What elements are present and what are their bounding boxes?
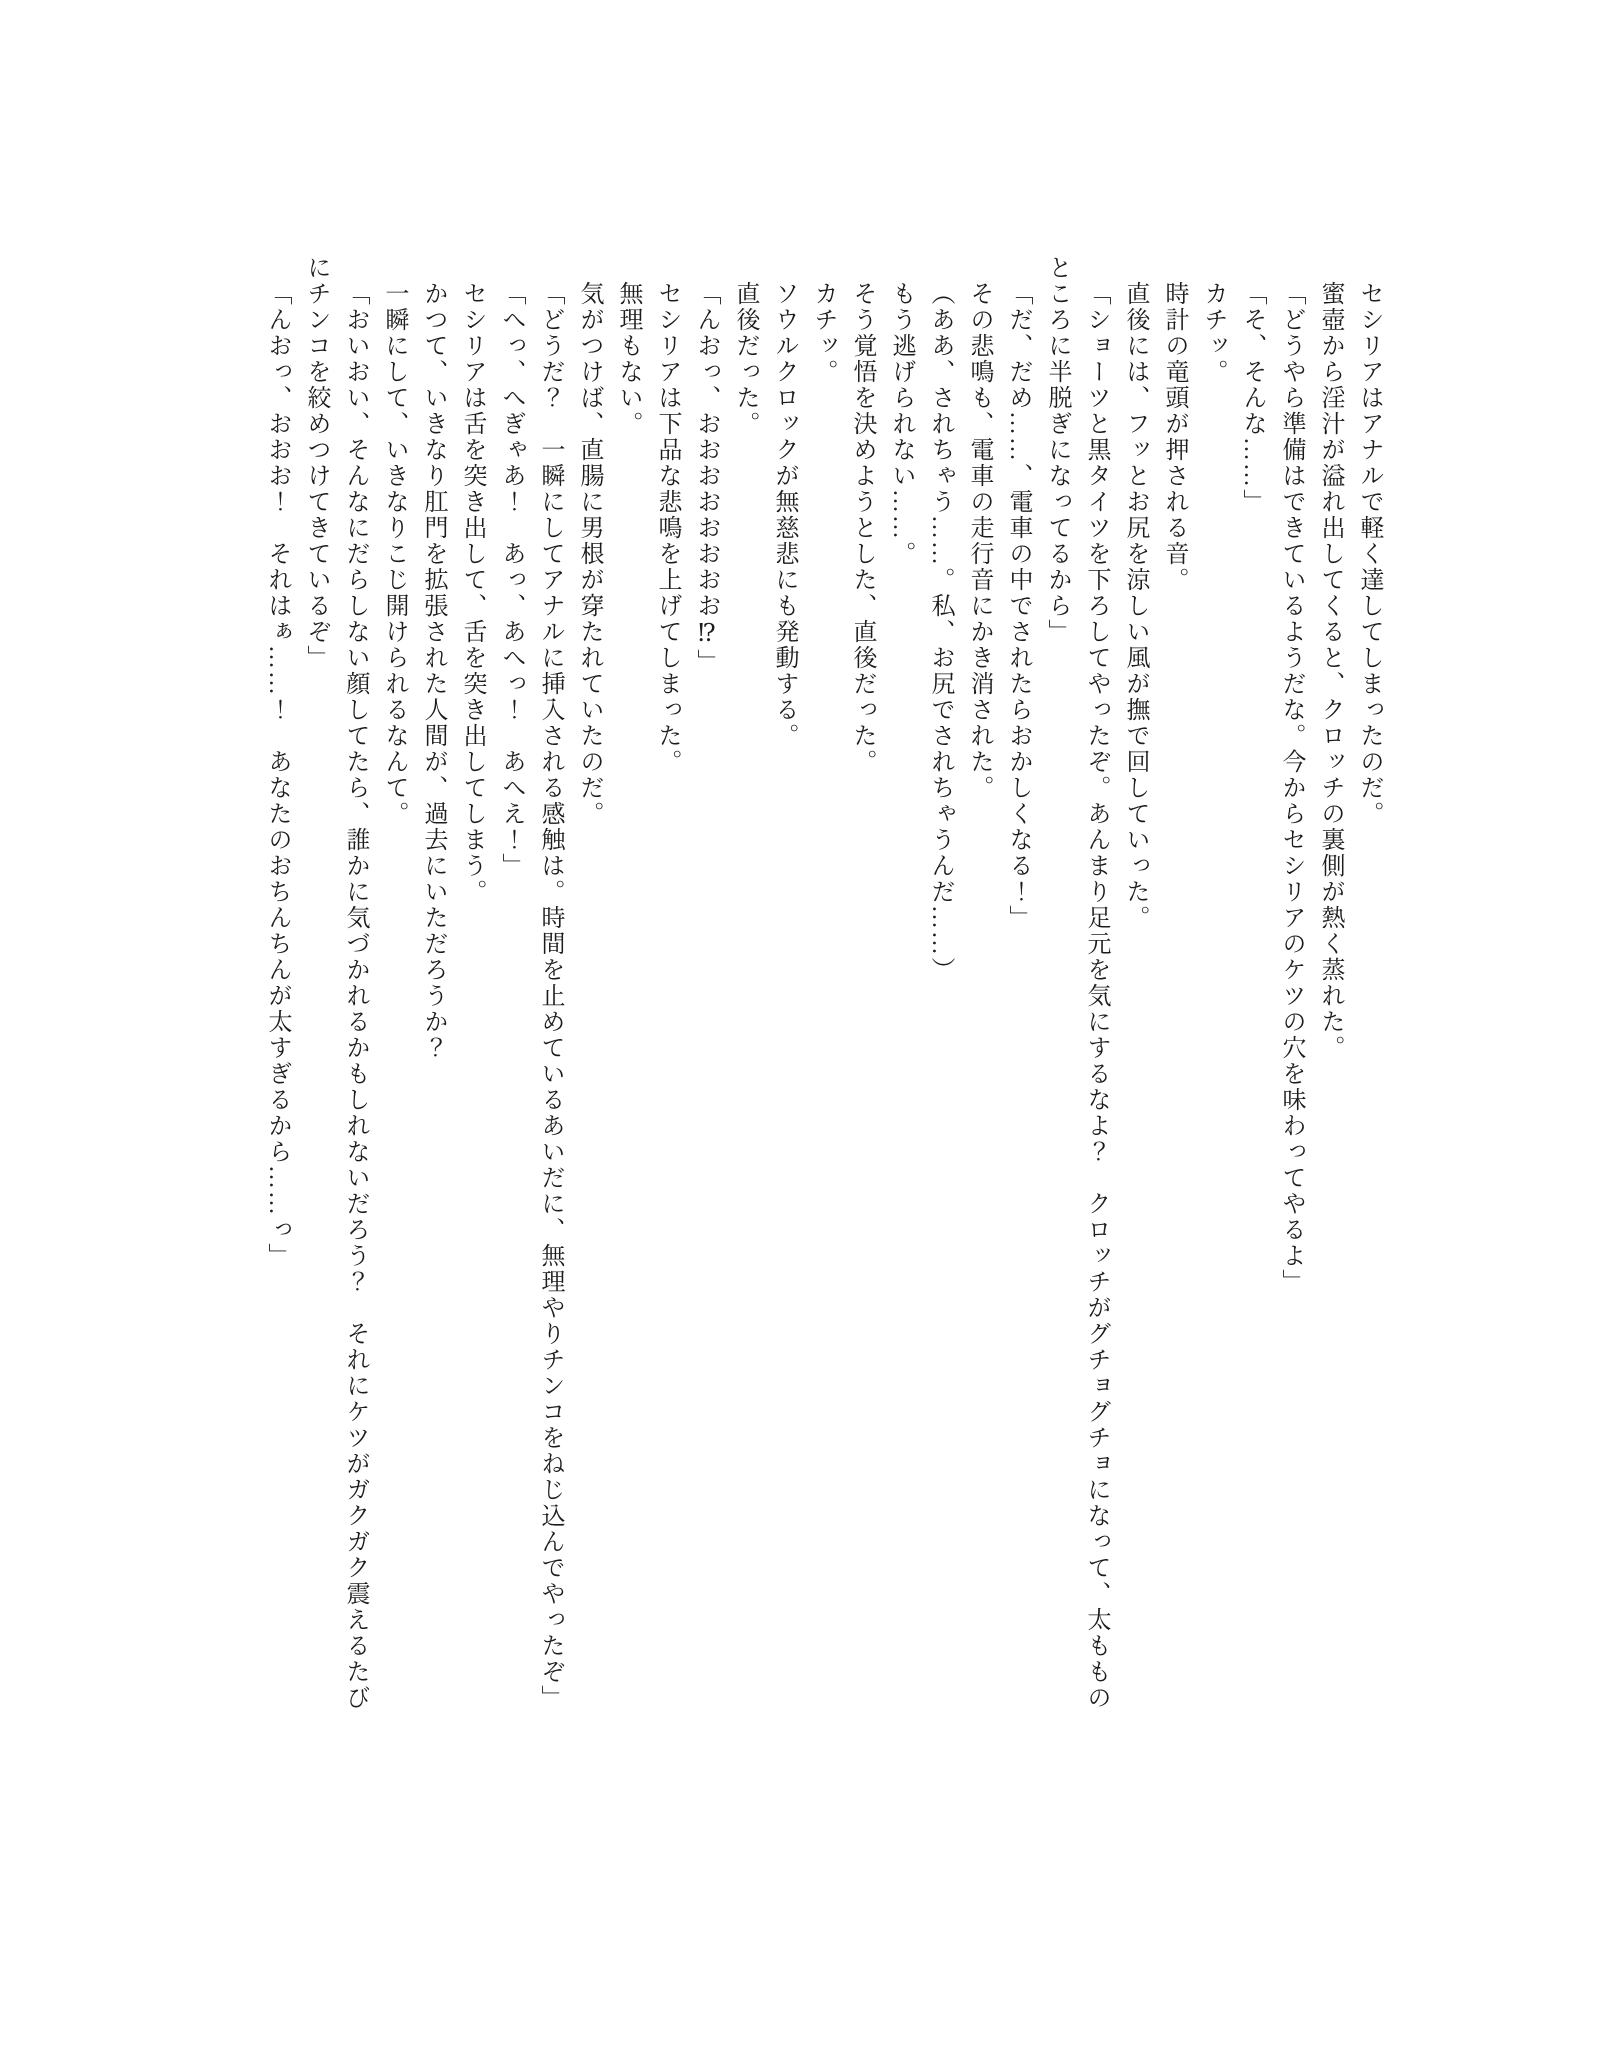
paragraph: 「だ、だめ……、電車の中でされたらおかしくなる！」 bbox=[1005, 281, 1031, 931]
paragraph: 直後には、フッとお尻を涼しい風が撫で回していった。 bbox=[1122, 281, 1148, 931]
paragraph: かつて、いきなり肛門を拡張された人間が、過去にいただろうか？ bbox=[420, 281, 446, 1061]
paragraph: 「どうだ？ 一瞬にしてアナルに挿入される感触は。時間を止めているあいだに、無理やりチンコをねじ込んでやったぞ」 bbox=[537, 281, 563, 1711]
paragraph: 「そ、そんな……」 bbox=[1239, 281, 1265, 515]
paragraph: 「んおっ、おおお！ それはぁ……！ あなたのおちんちんが太すぎるから……っ」 bbox=[264, 281, 290, 1269]
paragraph: 一瞬にして、いきなりこじ開けられるなんて。 bbox=[381, 281, 407, 827]
paragraph: カチッ。 bbox=[1200, 281, 1226, 385]
paragraph: 無理もない。 bbox=[615, 281, 641, 437]
paragraph: その悲鳴も、電車の走行音にかき消された。 bbox=[966, 281, 992, 801]
paragraph: 蜜壺から淫汁が溢れ出してくると、クロッチの裏側が熱く蒸れた。 bbox=[1317, 281, 1343, 1061]
paragraph: セシリアは舌を突き出して、舌を突き出してしまう。 bbox=[459, 281, 485, 905]
paragraph: 「んおっ、おおおおおおおお⁉」 bbox=[693, 281, 719, 675]
paragraph: セシリアは下品な悲鳴を上げてしまった。 bbox=[654, 281, 680, 775]
paragraph: 「どうやら準備はできているようだな。今からセシリアのケツの穴を味わってやるよ」 bbox=[1278, 281, 1304, 1295]
paragraph: セシリアはアナルで軽く達してしまったのだ。 bbox=[1356, 281, 1382, 827]
paragraph: そう覚悟を決めようとした、直後だった。 bbox=[849, 281, 875, 775]
paragraph: もう逃げられない……。 bbox=[888, 281, 914, 567]
paragraph: 直後だった。 bbox=[732, 281, 758, 437]
paragraph: カチッ。 bbox=[810, 281, 836, 385]
paragraph: 「へっ、へぎゃあ！ あっ、あへっ！ あへえ！」 bbox=[498, 281, 524, 879]
paragraph: ソウルクロックが無慈悲にも発動する。 bbox=[771, 281, 797, 749]
paragraph: 気がつけば、直腸に男根が穿たれていたのだ。 bbox=[576, 281, 602, 827]
paragraph: 「おいおい、そんなにだらしない顔してたら、誰かに気づかれるかもしれないだろう？ それにケツがガクガク震えるたびにチンコを絞めつけてきているぞ」 bbox=[303, 255, 368, 1711]
paragraph: 「ショーツと黒タイツを下ろしてやったぞ。あんまり足元を気にするなよ？ クロッチがグチョグチョになって、太もものところに半脱ぎになってるから」 bbox=[1044, 255, 1109, 1711]
paragraph: 時計の竜頭が押される音。 bbox=[1161, 281, 1187, 593]
paragraph: （ああ、されちゃう……。私、お尻でされちゃうんだ……） bbox=[927, 281, 953, 983]
vertical-text-block bbox=[257, 255, 1388, 1730]
